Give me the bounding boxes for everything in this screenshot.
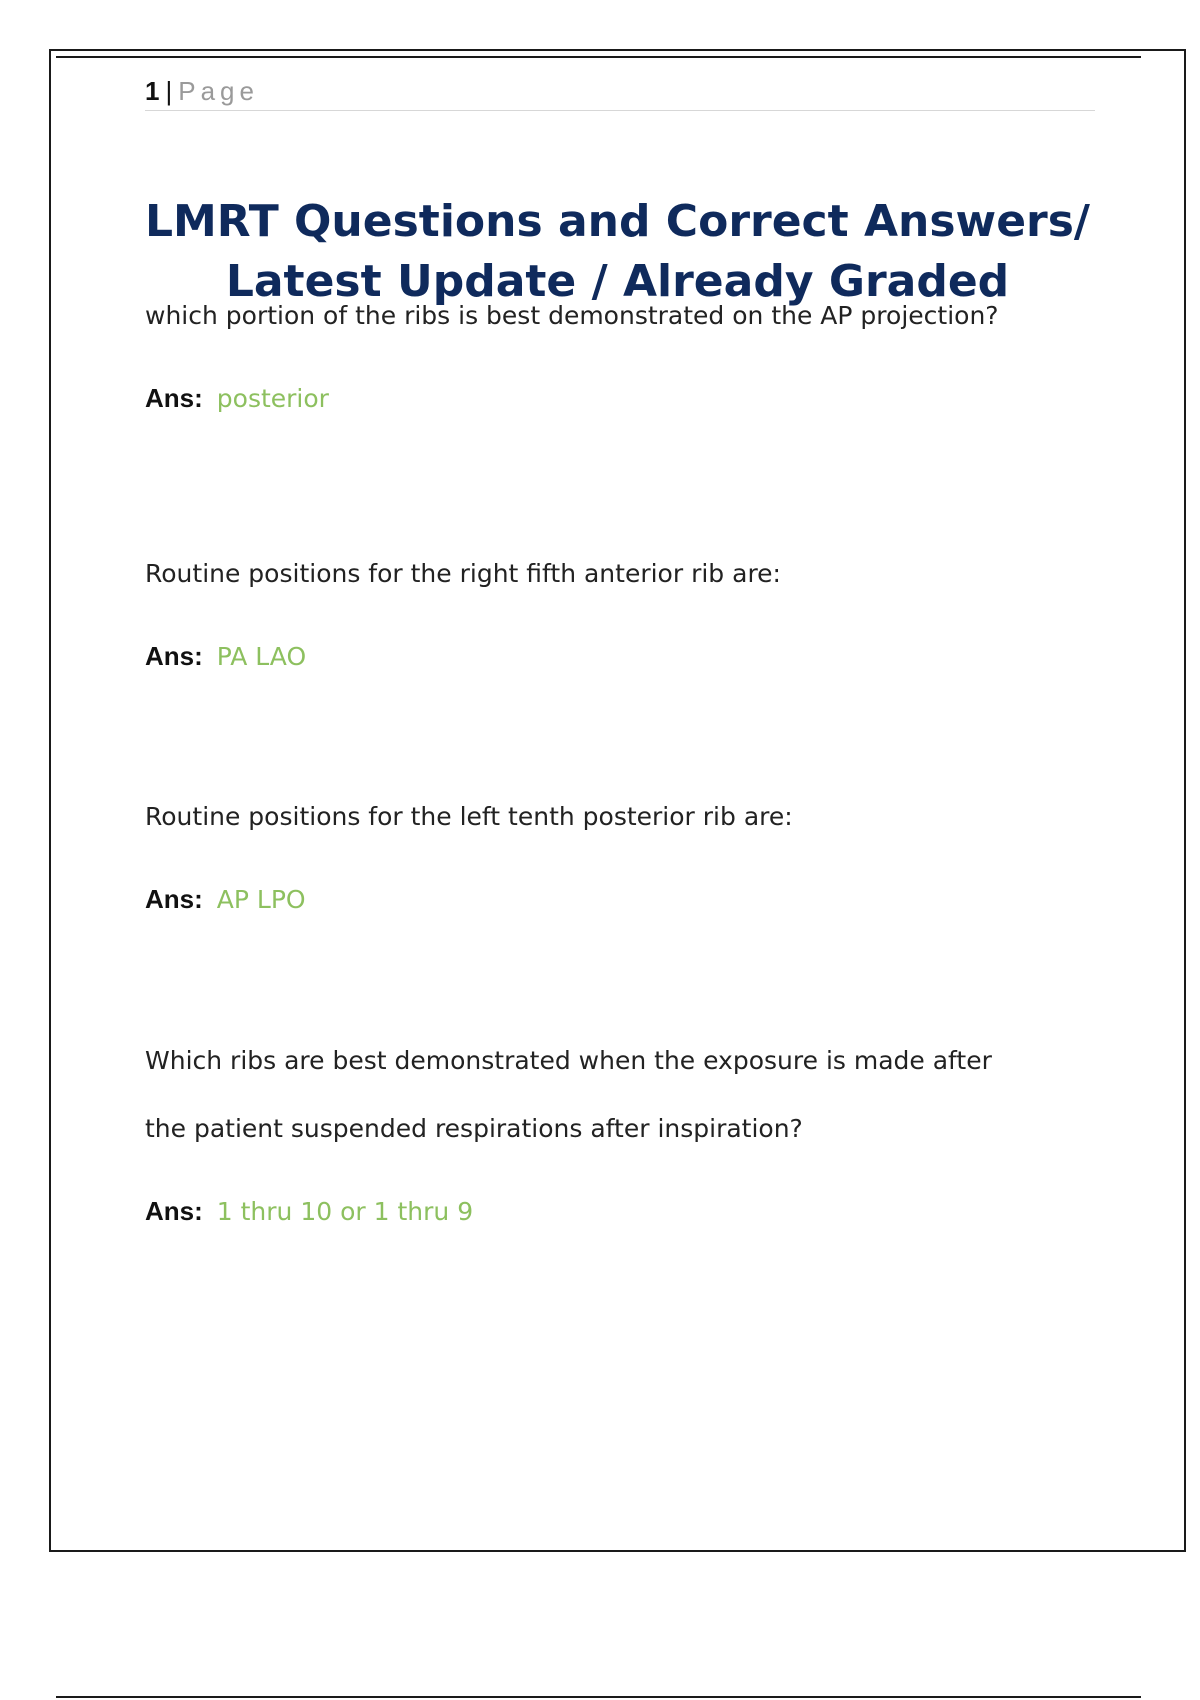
qa-item-3 <box>145 797 1105 920</box>
question-2 <box>145 554 1105 594</box>
question-2-line-1: Routine positions for the right fifth anterior rib are: <box>145 559 781 588</box>
title-line-1: LMRT Questions and Correct Answers/ <box>144 196 1091 247</box>
question-1 <box>145 296 1105 336</box>
qa-item-1 <box>145 296 1105 419</box>
answer-label: Ans: <box>145 641 203 671</box>
question-4-cont <box>145 1109 1105 1149</box>
page-number: 1 <box>145 76 160 106</box>
question-3 <box>145 797 1105 837</box>
question-3-line-1: Routine positions for the left tenth posterior rib are: <box>145 802 793 831</box>
answer-label: Ans: <box>145 1196 203 1226</box>
question-4-line-1: Which ribs are best demonstrated when the exposure is made after <box>145 1046 992 1075</box>
answer-3-value: AP LPO <box>216 885 306 914</box>
bottom-rule <box>56 1696 1141 1698</box>
answer-1 <box>145 378 1105 419</box>
qa-item-2 <box>145 554 1105 677</box>
top-rule <box>56 56 1141 58</box>
answer-2 <box>145 636 1105 677</box>
question-4-line-2: the patient suspended respirations after inspiration? <box>145 1114 803 1143</box>
question-1-line-1: which portion of the ribs is best demonstrated on the AP projection? <box>145 301 999 330</box>
answer-4 <box>145 1191 1105 1232</box>
answer-3 <box>145 879 1105 920</box>
answer-label: Ans: <box>145 383 203 413</box>
title-line-2: Latest Update / Already Graded <box>225 256 1010 307</box>
qa-item-4 <box>145 1041 1105 1232</box>
answer-1-value: posterior <box>216 384 329 413</box>
page-header <box>145 74 1095 111</box>
page-label: Page <box>178 76 259 106</box>
question-4 <box>145 1041 1105 1081</box>
answer-2-value: PA LAO <box>216 642 307 671</box>
document-title <box>100 192 1135 312</box>
answer-label: Ans: <box>145 884 203 914</box>
answer-4-value: 1 thru 10 or 1 thru 9 <box>216 1197 474 1226</box>
page-separator: | <box>165 76 173 106</box>
